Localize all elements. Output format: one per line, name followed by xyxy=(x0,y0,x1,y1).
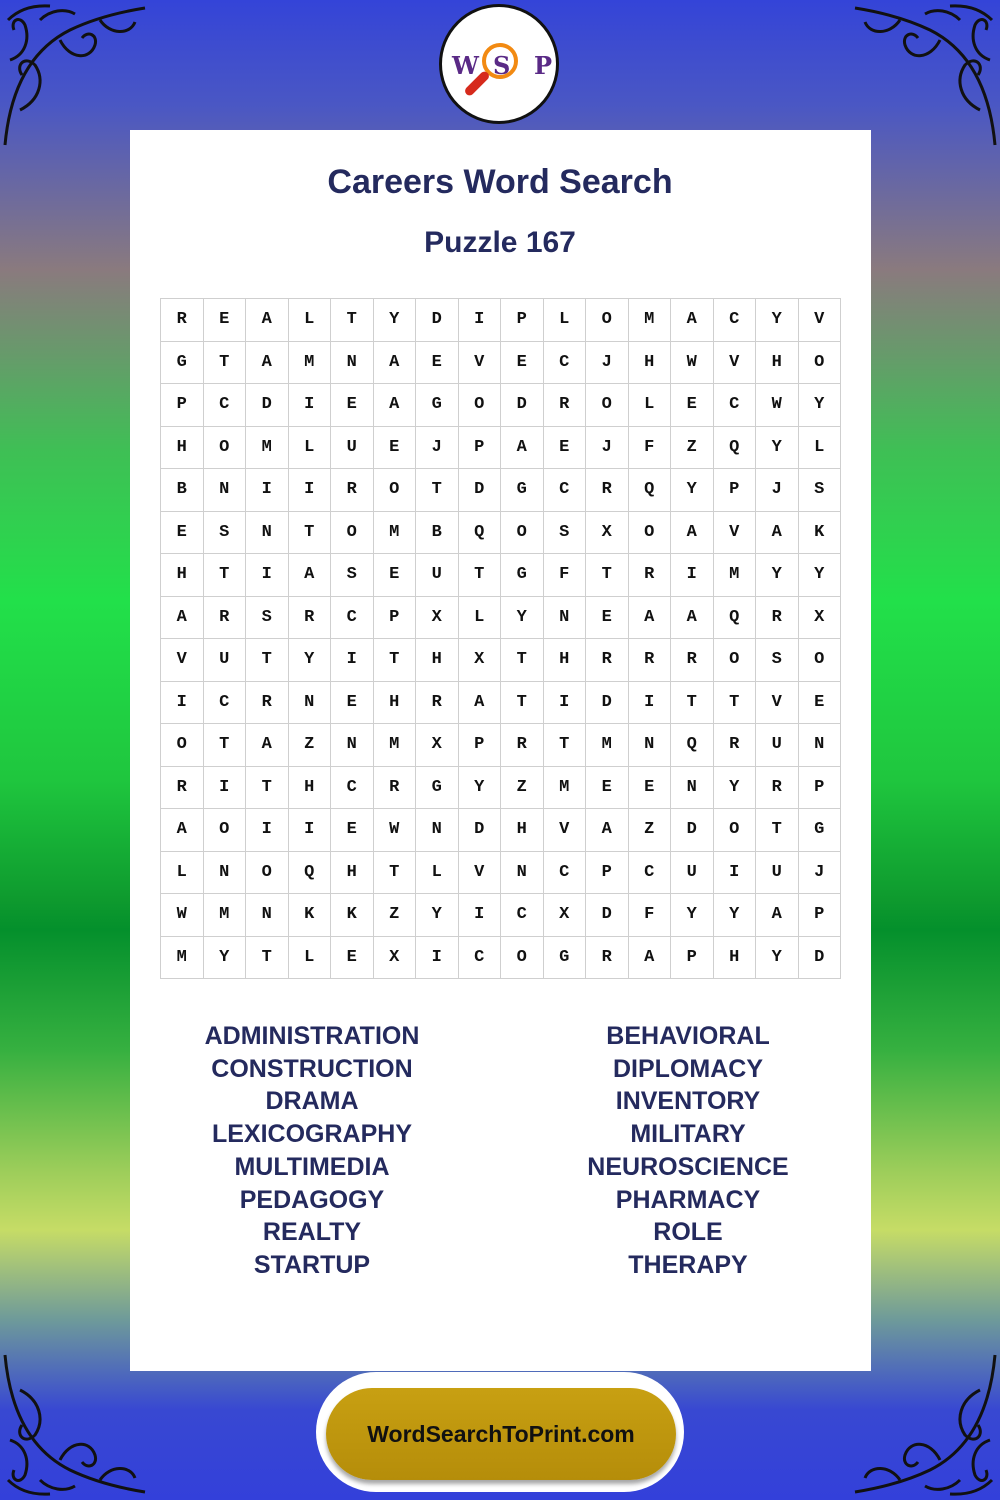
grid-cell[interactable]: E xyxy=(374,427,417,470)
word-list-right xyxy=(488,1020,888,1282)
grid-cell[interactable]: J xyxy=(416,427,459,470)
grid-cell[interactable]: O xyxy=(629,512,672,555)
grid-cell[interactable]: T xyxy=(501,639,544,682)
grid-cell[interactable]: V xyxy=(544,809,587,852)
grid-cell[interactable]: U xyxy=(416,554,459,597)
grid-cell[interactable]: P xyxy=(671,937,714,980)
grid-cell[interactable]: M xyxy=(586,724,629,767)
grid-cell[interactable]: E xyxy=(629,767,672,810)
grid-cell[interactable]: R xyxy=(374,767,417,810)
grid-cell[interactable]: A xyxy=(459,682,502,725)
grid-cell[interactable]: A xyxy=(374,342,417,385)
grid-cell[interactable]: E xyxy=(799,682,842,725)
grid-cell[interactable]: N xyxy=(331,342,374,385)
word-list-item: PHARMACY xyxy=(615,1185,761,1214)
grid-cell[interactable]: X xyxy=(544,894,587,937)
grid-cell[interactable]: C xyxy=(714,384,757,427)
corner-ornament-top-left xyxy=(0,0,150,150)
grid-cell[interactable]: O xyxy=(459,384,502,427)
grid-cell[interactable]: X xyxy=(416,724,459,767)
grid-cell[interactable]: T xyxy=(289,512,332,555)
grid-cell[interactable]: T xyxy=(204,554,247,597)
grid-cell[interactable]: R xyxy=(586,639,629,682)
grid-cell[interactable]: I xyxy=(289,809,332,852)
grid-cell[interactable]: T xyxy=(671,682,714,725)
grid-cell[interactable]: C xyxy=(544,852,587,895)
word-list-item: REALTY xyxy=(262,1218,362,1247)
grid-cell[interactable]: I xyxy=(161,682,204,725)
grid-cell[interactable]: E xyxy=(204,299,247,342)
grid-cell[interactable]: D xyxy=(671,809,714,852)
grid-cell[interactable]: O xyxy=(246,852,289,895)
grid-cell[interactable]: Z xyxy=(671,427,714,470)
grid-cell[interactable]: S xyxy=(756,639,799,682)
grid-cell[interactable]: N xyxy=(204,469,247,512)
grid-cell[interactable]: E xyxy=(331,937,374,980)
grid-cell[interactable]: U xyxy=(671,852,714,895)
word-list-left xyxy=(112,1020,512,1282)
grid-cell[interactable]: I xyxy=(671,554,714,597)
word-list-item: LEXICOGRAPHY xyxy=(211,1120,413,1149)
grid-cell[interactable]: H xyxy=(289,767,332,810)
grid-cell[interactable]: Y xyxy=(289,639,332,682)
grid-cell[interactable]: J xyxy=(756,469,799,512)
grid-cell[interactable]: D xyxy=(586,894,629,937)
grid-cell[interactable]: P xyxy=(459,427,502,470)
grid-cell[interactable]: D xyxy=(459,469,502,512)
grid-cell[interactable]: N xyxy=(629,724,672,767)
grid-cell[interactable]: M xyxy=(161,937,204,980)
grid-cell[interactable]: A xyxy=(586,809,629,852)
grid-cell[interactable]: S xyxy=(246,597,289,640)
grid-cell[interactable]: N xyxy=(246,512,289,555)
grid-cell[interactable]: K xyxy=(799,512,842,555)
grid-cell[interactable]: E xyxy=(501,342,544,385)
grid-cell[interactable]: L xyxy=(289,937,332,980)
grid-cell[interactable]: T xyxy=(714,682,757,725)
grid-cell[interactable]: G xyxy=(501,469,544,512)
word-list-item: MILITARY xyxy=(630,1120,746,1149)
grid-cell[interactable]: M xyxy=(246,427,289,470)
grid-cell[interactable]: O xyxy=(586,384,629,427)
grid-cell[interactable]: L xyxy=(799,427,842,470)
corner-ornament-bottom-right xyxy=(850,1350,1000,1500)
grid-cell[interactable]: Q xyxy=(289,852,332,895)
grid-cell[interactable]: F xyxy=(629,427,672,470)
grid-cell[interactable]: G xyxy=(544,937,587,980)
grid-cell[interactable]: O xyxy=(501,512,544,555)
grid-cell[interactable]: M xyxy=(374,724,417,767)
grid-cell[interactable]: Y xyxy=(374,299,417,342)
word-list-item: DIPLOMACY xyxy=(613,1054,763,1083)
grid-cell[interactable]: C xyxy=(331,597,374,640)
grid-cell[interactable]: T xyxy=(246,639,289,682)
grid-cell[interactable]: G xyxy=(416,767,459,810)
grid-cell[interactable]: E xyxy=(161,512,204,555)
grid-cell[interactable]: H xyxy=(416,639,459,682)
grid-cell[interactable]: O xyxy=(204,809,247,852)
grid-cell[interactable]: Y xyxy=(204,937,247,980)
grid-cell[interactable]: R xyxy=(501,724,544,767)
grid-cell[interactable]: R xyxy=(629,639,672,682)
grid-cell[interactable]: O xyxy=(714,639,757,682)
grid-cell[interactable]: N xyxy=(416,809,459,852)
grid-cell[interactable]: F xyxy=(629,894,672,937)
grid-cell[interactable]: V xyxy=(799,299,842,342)
grid-cell[interactable]: R xyxy=(586,937,629,980)
grid-cell[interactable]: W xyxy=(161,894,204,937)
grid-cell[interactable]: R xyxy=(586,469,629,512)
grid-cell[interactable]: M xyxy=(374,512,417,555)
grid-cell[interactable]: I xyxy=(331,639,374,682)
grid-cell[interactable]: T xyxy=(416,469,459,512)
grid-cell[interactable]: X xyxy=(586,512,629,555)
grid-cell[interactable]: Q xyxy=(459,512,502,555)
grid-cell[interactable]: J xyxy=(799,852,842,895)
grid-cell[interactable]: R xyxy=(416,682,459,725)
grid-cell[interactable]: Y xyxy=(671,469,714,512)
grid-cell[interactable]: A xyxy=(671,299,714,342)
grid-cell[interactable]: I xyxy=(629,682,672,725)
grid-cell[interactable]: S xyxy=(331,554,374,597)
grid-cell[interactable]: R xyxy=(204,597,247,640)
grid-cell[interactable]: I xyxy=(544,682,587,725)
grid-cell[interactable]: E xyxy=(331,682,374,725)
grid-cell[interactable]: S xyxy=(799,469,842,512)
grid-cell[interactable]: T xyxy=(374,852,417,895)
grid-cell[interactable]: O xyxy=(331,512,374,555)
grid-cell[interactable]: R xyxy=(161,299,204,342)
grid-cell[interactable]: M xyxy=(714,554,757,597)
grid-cell[interactable]: E xyxy=(671,384,714,427)
grid-cell[interactable]: A xyxy=(161,597,204,640)
word-list-item: CONSTRUCTION xyxy=(211,1054,413,1083)
grid-cell[interactable]: D xyxy=(416,299,459,342)
grid-cell[interactable]: G xyxy=(416,384,459,427)
grid-cell[interactable]: A xyxy=(246,299,289,342)
word-list-item: THERAPY xyxy=(628,1250,748,1279)
grid-cell[interactable]: R xyxy=(756,767,799,810)
grid-cell[interactable]: I xyxy=(246,554,289,597)
grid-cell[interactable]: E xyxy=(331,384,374,427)
grid-cell[interactable]: G xyxy=(799,809,842,852)
grid-cell[interactable]: H xyxy=(629,342,672,385)
grid-cell[interactable]: L xyxy=(289,299,332,342)
grid-cell[interactable]: G xyxy=(501,554,544,597)
grid-cell[interactable]: O xyxy=(799,342,842,385)
grid-cell[interactable]: T xyxy=(459,554,502,597)
grid-cell[interactable]: D xyxy=(501,384,544,427)
grid-cell[interactable]: Q xyxy=(629,469,672,512)
grid-cell[interactable]: V xyxy=(714,342,757,385)
grid-cell[interactable]: L xyxy=(289,427,332,470)
grid-cell[interactable]: I xyxy=(246,469,289,512)
grid-cell[interactable]: V xyxy=(459,852,502,895)
word-list-item: BEHAVIORAL xyxy=(606,1022,770,1050)
grid-cell[interactable]: T xyxy=(501,682,544,725)
logo-letter-s: S xyxy=(493,51,511,80)
grid-cell[interactable]: C xyxy=(544,469,587,512)
grid-cell[interactable]: E xyxy=(586,767,629,810)
grid-cell[interactable]: Y xyxy=(501,597,544,640)
grid-cell[interactable]: X xyxy=(374,937,417,980)
logo-letter-p: P xyxy=(534,51,553,80)
grid-cell[interactable]: D xyxy=(586,682,629,725)
grid-cell[interactable]: T xyxy=(204,342,247,385)
grid-cell[interactable]: P xyxy=(714,469,757,512)
grid-cell[interactable]: H xyxy=(501,809,544,852)
grid-cell[interactable]: U xyxy=(331,427,374,470)
grid-cell[interactable]: I xyxy=(204,767,247,810)
grid-cell[interactable]: L xyxy=(629,384,672,427)
word-list-item: DRAMA xyxy=(265,1087,359,1116)
grid-cell[interactable]: O xyxy=(799,639,842,682)
grid-cell[interactable]: Z xyxy=(289,724,332,767)
grid-cell[interactable]: R xyxy=(289,597,332,640)
grid-cell[interactable]: L xyxy=(416,852,459,895)
grid-cell[interactable]: N xyxy=(544,597,587,640)
grid-cell[interactable]: N xyxy=(501,852,544,895)
grid-cell[interactable]: I xyxy=(459,299,502,342)
grid-cell[interactable]: P xyxy=(586,852,629,895)
grid-cell[interactable]: H xyxy=(374,682,417,725)
grid-cell[interactable]: S xyxy=(204,512,247,555)
grid-cell[interactable]: M xyxy=(204,894,247,937)
grid-cell[interactable]: G xyxy=(161,342,204,385)
grid-cell[interactable]: V xyxy=(459,342,502,385)
grid-cell[interactable]: D xyxy=(799,937,842,980)
puzzle-number: Puzzle 167 xyxy=(424,226,576,259)
grid-cell[interactable]: R xyxy=(756,597,799,640)
grid-cell[interactable]: A xyxy=(374,384,417,427)
grid-cell[interactable]: C xyxy=(204,682,247,725)
grid-cell[interactable]: O xyxy=(204,427,247,470)
word-list-item: INVENTORY xyxy=(615,1087,761,1116)
grid-cell[interactable]: C xyxy=(544,342,587,385)
grid-cell[interactable]: B xyxy=(161,469,204,512)
grid-cell[interactable]: E xyxy=(416,342,459,385)
grid-cell[interactable]: T xyxy=(586,554,629,597)
grid-cell[interactable]: Y xyxy=(756,427,799,470)
grid-cell[interactable]: O xyxy=(161,724,204,767)
grid-cell[interactable]: A xyxy=(756,894,799,937)
grid-cell[interactable]: I xyxy=(714,852,757,895)
grid-cell[interactable]: E xyxy=(331,809,374,852)
grid-cell[interactable]: A xyxy=(671,597,714,640)
grid-cell[interactable]: N xyxy=(246,894,289,937)
word-list-item: ADMINISTRATION xyxy=(204,1022,420,1050)
grid-cell[interactable]: L xyxy=(161,852,204,895)
grid-cell[interactable]: E xyxy=(586,597,629,640)
grid-cell[interactable]: Y xyxy=(799,384,842,427)
grid-cell[interactable]: U xyxy=(756,852,799,895)
grid-cell[interactable]: P xyxy=(799,894,842,937)
grid-cell[interactable]: N xyxy=(204,852,247,895)
grid-cell[interactable]: W xyxy=(374,809,417,852)
word-list-item: ROLE xyxy=(653,1218,723,1247)
grid-cell[interactable]: Y xyxy=(671,894,714,937)
grid-cell[interactable]: P xyxy=(459,724,502,767)
grid-cell[interactable]: N xyxy=(331,724,374,767)
grid-cell[interactable]: W xyxy=(756,384,799,427)
grid-cell[interactable]: R xyxy=(714,724,757,767)
grid-cell[interactable]: N xyxy=(799,724,842,767)
grid-cell[interactable]: A xyxy=(246,342,289,385)
grid-cell[interactable]: A xyxy=(671,512,714,555)
grid-cell[interactable]: O xyxy=(374,469,417,512)
grid-cell[interactable]: E xyxy=(374,554,417,597)
grid-cell[interactable]: Y xyxy=(714,894,757,937)
grid-cell[interactable]: T xyxy=(374,639,417,682)
logo-letter-w: W xyxy=(452,51,479,80)
word-list-item: PEDAGOGY xyxy=(239,1185,385,1214)
grid-cell[interactable]: Z xyxy=(374,894,417,937)
grid-cell[interactable]: X xyxy=(799,597,842,640)
grid-cell[interactable]: R xyxy=(629,554,672,597)
grid-cell[interactable]: M xyxy=(629,299,672,342)
grid-cell[interactable]: T xyxy=(246,937,289,980)
grid-cell[interactable]: A xyxy=(289,554,332,597)
grid-cell[interactable]: H xyxy=(544,639,587,682)
grid-cell[interactable]: L xyxy=(544,299,587,342)
grid-cell[interactable]: Q xyxy=(714,427,757,470)
grid-cell[interactable]: H xyxy=(161,554,204,597)
grid-cell[interactable]: R xyxy=(671,639,714,682)
grid-cell[interactable]: O xyxy=(586,299,629,342)
grid-cell[interactable]: Z xyxy=(629,809,672,852)
grid-cell[interactable]: J xyxy=(586,342,629,385)
website-link-button[interactable]: WordSearchToPrint.com xyxy=(326,1388,676,1480)
grid-cell[interactable]: N xyxy=(671,767,714,810)
page-title: Careers Word Search xyxy=(327,163,673,201)
grid-cell[interactable]: S xyxy=(544,512,587,555)
grid-cell[interactable]: Y xyxy=(714,767,757,810)
corner-ornament-top-right xyxy=(850,0,1000,150)
grid-cell[interactable]: I xyxy=(289,469,332,512)
grid-cell[interactable]: P xyxy=(799,767,842,810)
grid-cell[interactable]: R xyxy=(331,469,374,512)
grid-cell[interactable]: X xyxy=(416,597,459,640)
grid-cell[interactable]: V xyxy=(756,682,799,725)
grid-cell[interactable]: U xyxy=(204,639,247,682)
word-list-item: NEUROSCIENCE xyxy=(587,1152,789,1181)
letter-grid xyxy=(160,298,841,979)
grid-cell[interactable]: C xyxy=(331,767,374,810)
grid-cell[interactable]: C xyxy=(714,299,757,342)
grid-cell[interactable]: X xyxy=(459,639,502,682)
grid-cell[interactable]: A xyxy=(629,937,672,980)
grid-cell[interactable]: T xyxy=(246,767,289,810)
grid-cell[interactable]: Q xyxy=(714,597,757,640)
grid-cell[interactable]: A xyxy=(246,724,289,767)
grid-cell[interactable]: J xyxy=(586,427,629,470)
grid-cell[interactable]: C xyxy=(629,852,672,895)
grid-cell[interactable]: T xyxy=(544,724,587,767)
grid-cell[interactable]: H xyxy=(161,427,204,470)
grid-cell[interactable]: H xyxy=(331,852,374,895)
grid-cell[interactable]: N xyxy=(289,682,332,725)
grid-cell[interactable]: Q xyxy=(671,724,714,767)
grid-cell[interactable]: A xyxy=(629,597,672,640)
grid-cell[interactable]: P xyxy=(161,384,204,427)
grid-cell[interactable]: H xyxy=(714,937,757,980)
grid-cell[interactable]: K xyxy=(289,894,332,937)
grid-cell[interactable]: D xyxy=(246,384,289,427)
grid-cell[interactable]: Y xyxy=(799,554,842,597)
grid-cell[interactable]: Y xyxy=(459,767,502,810)
wsp-logo xyxy=(439,4,559,124)
corner-ornament-bottom-left xyxy=(0,1350,150,1500)
grid-cell[interactable]: Y xyxy=(416,894,459,937)
grid-cell[interactable]: R xyxy=(246,682,289,725)
grid-cell[interactable]: V xyxy=(161,639,204,682)
grid-cell[interactable]: I xyxy=(459,894,502,937)
grid-cell[interactable]: T xyxy=(756,809,799,852)
word-list-item: MULTIMEDIA xyxy=(234,1152,390,1181)
grid-cell[interactable]: P xyxy=(374,597,417,640)
grid-cell[interactable]: O xyxy=(501,937,544,980)
grid-cell[interactable]: B xyxy=(416,512,459,555)
grid-cell[interactable]: F xyxy=(544,554,587,597)
grid-cell[interactable]: T xyxy=(331,299,374,342)
grid-cell[interactable]: M xyxy=(289,342,332,385)
grid-cell[interactable]: I xyxy=(246,809,289,852)
grid-cell[interactable]: R xyxy=(544,384,587,427)
grid-cell[interactable]: L xyxy=(459,597,502,640)
grid-cell[interactable]: P xyxy=(501,299,544,342)
grid-cell[interactable]: V xyxy=(714,512,757,555)
grid-cell[interactable]: T xyxy=(204,724,247,767)
grid-cell[interactable]: C xyxy=(459,937,502,980)
grid-cell[interactable]: Y xyxy=(756,299,799,342)
grid-cell[interactable]: Y xyxy=(756,554,799,597)
grid-cell[interactable]: I xyxy=(416,937,459,980)
word-list-item: STARTUP xyxy=(253,1250,371,1279)
grid-cell[interactable]: O xyxy=(714,809,757,852)
grid-cell[interactable]: I xyxy=(289,384,332,427)
grid-cell[interactable]: D xyxy=(459,809,502,852)
grid-cell[interactable]: A xyxy=(756,512,799,555)
grid-cell[interactable]: W xyxy=(671,342,714,385)
grid-cell[interactable]: M xyxy=(544,767,587,810)
grid-cell[interactable]: E xyxy=(544,427,587,470)
grid-cell[interactable]: C xyxy=(501,894,544,937)
grid-cell[interactable]: K xyxy=(331,894,374,937)
grid-cell[interactable]: H xyxy=(756,342,799,385)
grid-cell[interactable]: R xyxy=(161,767,204,810)
grid-cell[interactable]: Z xyxy=(501,767,544,810)
grid-cell[interactable]: A xyxy=(161,809,204,852)
grid-cell[interactable]: A xyxy=(501,427,544,470)
grid-cell[interactable]: U xyxy=(756,724,799,767)
grid-cell[interactable]: Y xyxy=(756,937,799,980)
grid-cell[interactable]: C xyxy=(204,384,247,427)
